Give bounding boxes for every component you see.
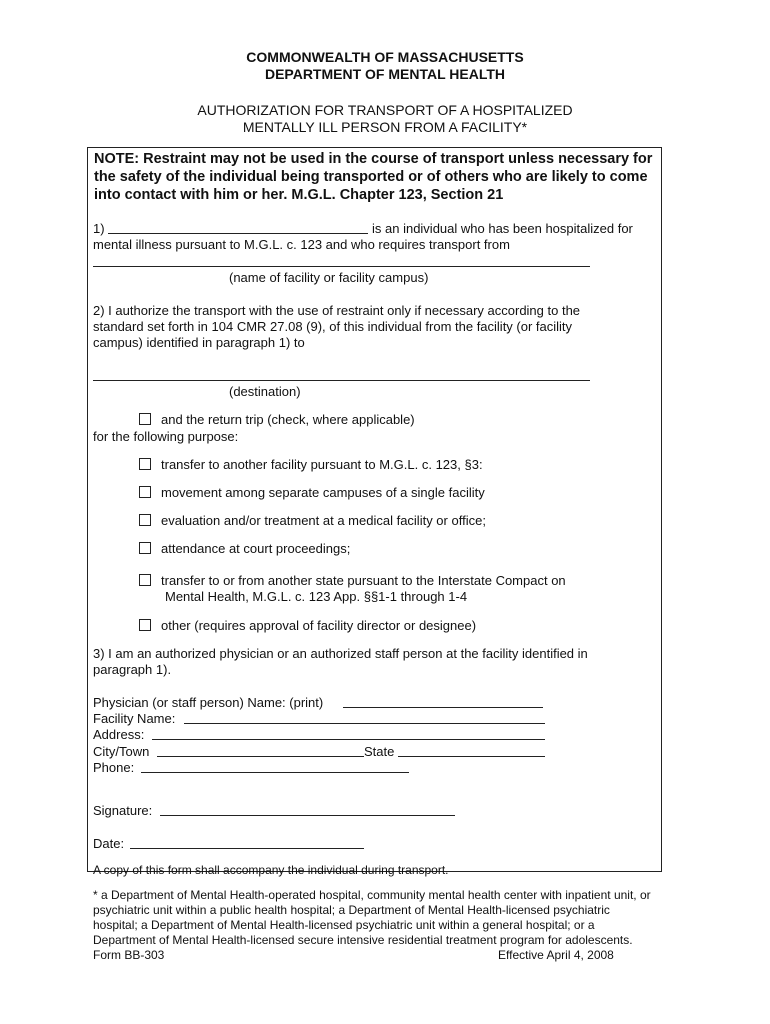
section-3-line-2: paragraph 1). (93, 662, 172, 677)
destination-blank[interactable] (93, 380, 590, 381)
purpose-2-label: movement among separate campuses of a single facility (161, 485, 485, 500)
return-trip-checkbox[interactable] (139, 413, 151, 425)
section-3-line-1: 3) I am an authorized physician or an authorized staff person at the facility identified in (93, 646, 588, 661)
purpose-6-label: other (requires approval of facility director or designee) (161, 618, 477, 633)
address-label: Address: (93, 727, 145, 742)
facility-name-label: Facility Name: (93, 711, 176, 726)
section-2-line-2: standard set forth in 104 CMR 27.08 (9), of this individual from the facility (or facility (93, 319, 573, 334)
header-line-2: DEPARTMENT OF MENTAL HEALTH (264, 66, 506, 82)
form-id: Form BB-303 (93, 948, 165, 962)
date-field[interactable] (130, 848, 364, 849)
footnote-line-2: psychiatric unit within a public health hospital; a Department of Mental Health-licensed psychiatric (93, 903, 610, 917)
address-field[interactable] (152, 739, 545, 740)
copy-notice: A copy of this form shall accompany the individual during transport. (93, 863, 449, 877)
section-1-number: 1) (93, 221, 105, 236)
phone-label: Phone: (93, 760, 135, 775)
state-label: State (364, 744, 395, 759)
footnote-line-1: * a Department of Mental Health-operated hospital, community mental health center with inpatient unit, or (93, 888, 651, 902)
purpose-1-label: transfer to another facility pursuant to M.G.L. c. 123, §3: (161, 457, 483, 472)
physician-name-label: Physician (or staff person) Name: (print) (93, 695, 324, 710)
footnote-line-4: Department of Mental Health-licensed secure intensive residential treatment program for adolescents. (93, 933, 633, 947)
purpose-4-checkbox[interactable] (139, 542, 151, 554)
restraint-note: NOTE: Restraint may not be used in the course of transport unless necessary for the safety of the individual being transported or of others who are likely to come into contact with him or her. M.G.L. Chapter 123, Section 21 (94, 151, 653, 203)
purpose-2-checkbox[interactable] (139, 486, 151, 498)
purpose-5-checkbox[interactable] (139, 574, 151, 586)
purpose-1-checkbox[interactable] (139, 458, 151, 470)
individual-name-blank[interactable] (108, 233, 368, 234)
signature-field[interactable] (160, 815, 455, 816)
section-2-line-3: campus) identified in paragraph 1) to (93, 335, 305, 350)
section-1-text: is an individual who has been hospitalized for (372, 221, 633, 236)
purpose-4-label: attendance at court proceedings; (161, 541, 351, 556)
form-frame (87, 147, 662, 872)
section-2-line-1: 2) I authorize the transport with the use of restraint only if necessary according to the (93, 303, 581, 318)
signature-label: Signature: (93, 803, 153, 818)
city-field[interactable] (157, 756, 364, 757)
return-trip-label: and the return trip (check, where applicable) (161, 412, 415, 427)
purpose-intro: for the following purpose: (93, 429, 239, 444)
purpose-6-checkbox[interactable] (139, 619, 151, 631)
form-title-2: MENTALLY ILL PERSON FROM A FACILITY* (242, 119, 528, 135)
state-field[interactable] (398, 756, 545, 757)
phone-field[interactable] (141, 772, 409, 773)
physician-name-field[interactable] (343, 707, 543, 708)
city-label: City/Town (93, 744, 150, 759)
purpose-5-label: transfer to or from another state pursuant to the Interstate Compact on (161, 573, 566, 588)
destination-caption: (destination) (229, 384, 301, 399)
purpose-5-continuation: Mental Health, M.G.L. c. 123 App. §§1-1 through 1-4 (165, 589, 468, 604)
facility-name-blank[interactable] (93, 266, 590, 267)
effective-date: Effective April 4, 2008 (498, 948, 614, 962)
purpose-3-checkbox[interactable] (139, 514, 151, 526)
purpose-3-label: evaluation and/or treatment at a medical facility or office; (161, 513, 486, 528)
date-label: Date: (93, 836, 125, 851)
section-1-line-2: mental illness pursuant to M.G.L. c. 123 and who requires transport from (93, 237, 510, 252)
header-line-1: COMMONWEALTH OF MASSACHUSETTS (246, 49, 524, 65)
form-title-1: AUTHORIZATION FOR TRANSPORT OF A HOSPITALIZED (197, 102, 573, 118)
footnote-line-3: hospital; a Department of Mental Health-licensed psychiatric unit within a general hospital; or a (93, 918, 595, 932)
facility-caption: (name of facility or facility campus) (229, 270, 429, 285)
facility-name-field[interactable] (184, 723, 545, 724)
